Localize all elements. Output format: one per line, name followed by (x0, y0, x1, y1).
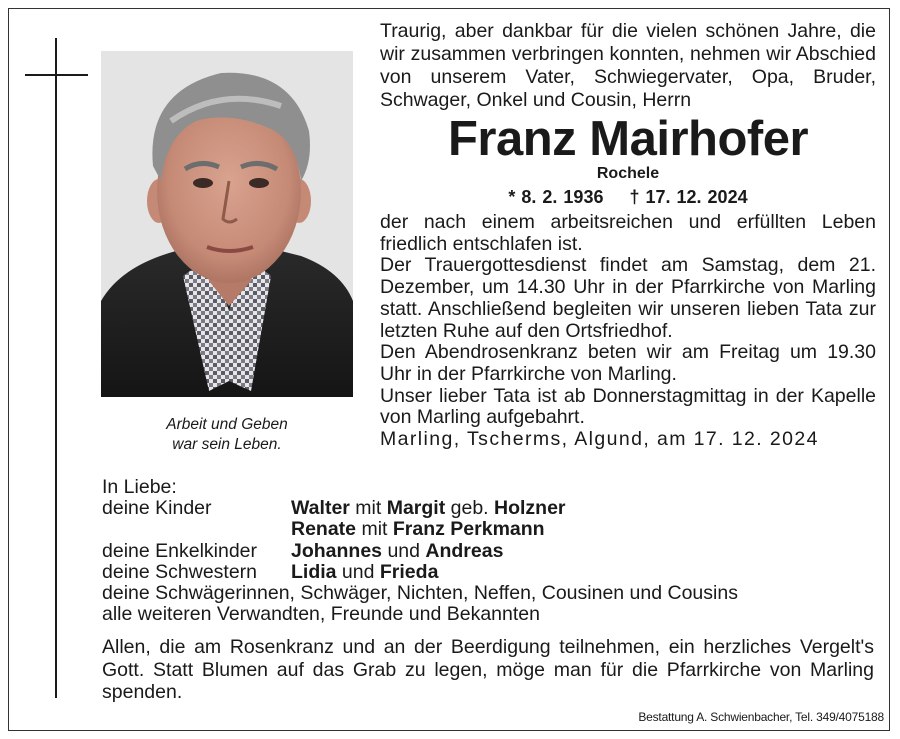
portrait-illustration (101, 51, 353, 397)
mourners-row-verwandte (102, 604, 882, 625)
closing-text: Allen, die am Rosenkranz und an der Beerdigung teilnehmen, ein herzliches Vergelt's Gott. Statt Blumen auf das Grab zu legen, möge man für die Pfarrkirche von Marling spenden. (102, 636, 874, 703)
mourners-heading: In Liebe: (102, 476, 177, 498)
mourners-row-kinder (102, 498, 882, 519)
cross-icon-vertical (55, 38, 57, 698)
intro-text: Traurig, aber dankbar für die vielen schönen Jahre, die wir zusammen verbringen konnten, nehmen wir Abschied von unserem Vater, Schwiegervater, Opa, Bruder, Schwager, Onkel und Cousin, Herrn (380, 20, 876, 111)
relation-label: deine Schwestern (102, 560, 258, 583)
relation-line: alle weiteren Verwandten, Freunde und Bekannten (102, 603, 540, 626)
photo-caption (101, 415, 353, 455)
relation-label: deine Kinder (102, 497, 212, 520)
mourners-row-kinder-2 (102, 519, 882, 540)
life-dates (380, 186, 876, 208)
cross-icon-horizontal (25, 74, 88, 76)
caption-line-2: war sein Leben. (172, 436, 282, 453)
relation-names: Renate mit Franz Perkmann (291, 518, 545, 541)
body-paragraph: Der Trauergottesdienst findet am Samstag, dem 21. Dezember, um 14.30 Uhr in der Pfarrkirche von Marling statt. Anschließend begleiten wir unseren lieben Tata zur letzten Ruhe auf den Ortsfriedhof. (380, 254, 876, 342)
deceased-name: Franz Mairhofer (447, 112, 809, 166)
relation-names: Johannes und Andreas (291, 539, 504, 562)
body-paragraph: Den Abendrosenkranz beten wir am Freitag um 19.30 Uhr in der Pfarrkirche von Marling. (380, 341, 876, 385)
portrait-photo (101, 51, 353, 397)
body-paragraph: Unser lieber Tata ist ab Donnerstagmittag in der Kapelle von Marling aufgebahrt. (380, 384, 876, 429)
caption-line-1: Arbeit und Geben (166, 416, 288, 433)
relation-label: deine Enkelkinder (102, 539, 258, 562)
mourners-row-schwestern (102, 562, 882, 583)
relation-line: deine Schwägerinnen, Schwäger, Nichten, Neffen, Cousinen und Cousins (102, 581, 738, 604)
funeral-home-footer: Bestattung A. Schwienbacher, Tel. 349/4075188 (638, 710, 884, 724)
mourners-heading-row (102, 477, 882, 498)
mourners-row-enkel (102, 541, 882, 562)
mourners-list (102, 477, 882, 625)
deceased-nickname: Rochele (596, 165, 660, 182)
death-date: † 17. 12. 2024 (629, 187, 748, 207)
relation-names: Walter mit Margit geb. Holzner (291, 497, 566, 520)
body-paragraph: der nach einem arbeitsreichen und erfüllten Leben friedlich entschlafen ist. (380, 211, 876, 255)
place-and-date: Marling, Tscherms, Algund, am 17. 12. 2024 (380, 428, 819, 450)
announcement-body (380, 212, 876, 429)
relation-names: Lidia und Frieda (291, 560, 439, 583)
mourners-row-schwaeger (102, 583, 882, 604)
birth-date: * 8. 2. 1936 (508, 187, 604, 207)
